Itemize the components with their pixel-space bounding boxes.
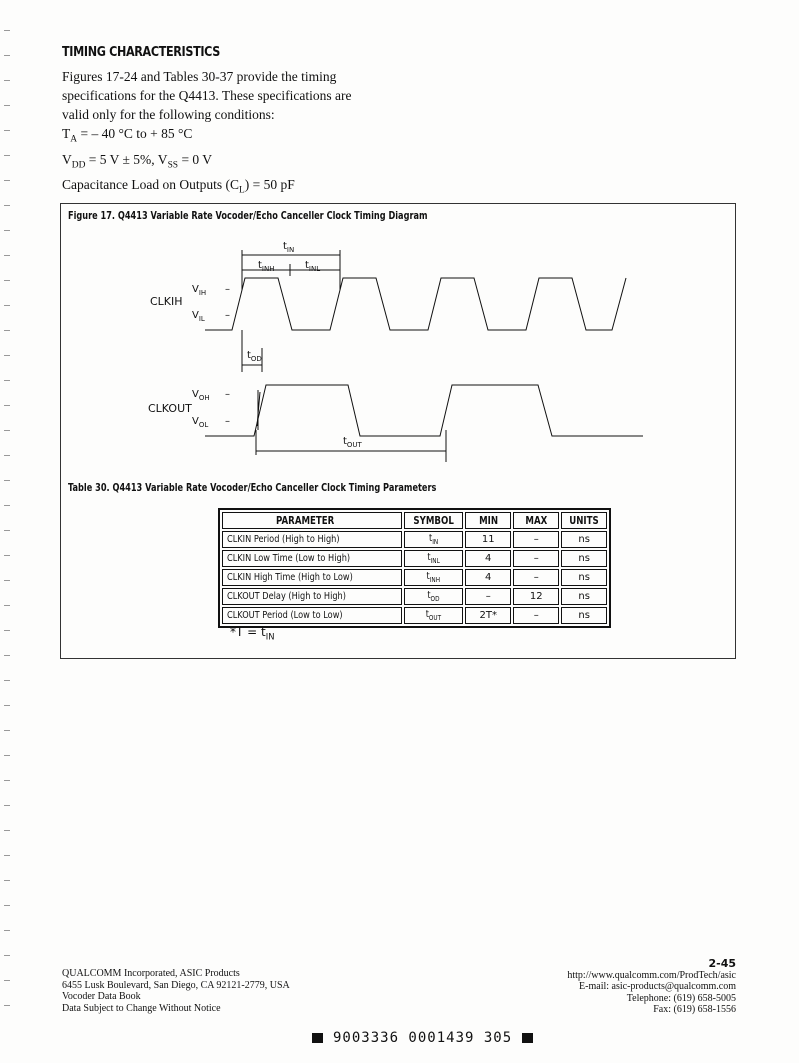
clkout-waveform <box>205 385 643 436</box>
cell-min: 4 <box>465 569 511 586</box>
intro-line: valid only for the following conditions: <box>62 107 275 122</box>
table-row <box>222 588 607 605</box>
footer-line: 6455 Lusk Boulevard, San Diego, CA 92121-2779, USA <box>62 979 290 991</box>
barcode-number: 9003336 0001439 305 <box>333 1030 513 1046</box>
table-row <box>222 550 607 567</box>
header-parameter: PARAMETER <box>222 512 402 529</box>
intro-line: Figures 17-24 and Tables 30-37 provide the timing <box>62 69 337 84</box>
clkih-waveform <box>205 278 626 330</box>
cell-units: ns <box>561 569 607 586</box>
cell-units: ns <box>561 607 607 624</box>
tod-label: $t_{OD}$ <box>247 350 262 363</box>
table-footnote: $*T = t_{IN}$ <box>230 625 275 642</box>
barcode-block-icon <box>522 1033 533 1043</box>
cell-units: ns <box>561 531 607 548</box>
timing-parameters-table <box>218 508 611 628</box>
vol-label: $V_{OL}$ <box>192 416 209 429</box>
cell-symbol: $t_{OUT}$ <box>404 607 463 624</box>
condition-temperature: $T_A$ = – 40 °C to + 85 °C <box>62 126 193 145</box>
cell-max: – <box>513 550 559 567</box>
cell-max: – <box>513 569 559 586</box>
cell-min: 2T* <box>465 607 511 624</box>
condition-voltage: $V_{DD} = 5$ V ± 5%, $V_{SS} = 0$ V <box>62 151 213 171</box>
cell-symbol: $t_{INL}$ <box>404 550 463 567</box>
cell-max: – <box>513 531 559 548</box>
cell-parameter: CLKOUT Delay (High to High) <box>222 588 402 605</box>
header-min: MIN <box>465 512 511 529</box>
cell-parameter: CLKIN Low Time (Low to High) <box>222 550 402 567</box>
header-max: MAX <box>513 512 559 529</box>
footer-website-link[interactable]: http://www.qualcomm.com/ProdTech/asic <box>567 969 736 981</box>
cell-max: 12 <box>513 588 559 605</box>
cell-symbol: $t_{INH}$ <box>404 569 463 586</box>
footer-company-info <box>62 968 290 1014</box>
footer-contact-info <box>567 958 736 1016</box>
footer-line: Vocoder Data Book <box>62 991 141 1002</box>
footer-email-link[interactable]: E-mail: asic-products@qualcomm.com <box>579 981 736 992</box>
voh-label: $V_{OH}$ <box>192 389 210 402</box>
tout-label: $t_{OUT}$ <box>343 436 362 449</box>
page-number: 2-45 <box>708 957 736 970</box>
barcode-strip <box>312 1030 533 1046</box>
vol-tick: – <box>225 416 230 427</box>
cell-symbol: $t_{IN}$ <box>404 531 463 548</box>
cell-min: 11 <box>465 531 511 548</box>
condition-capacitance: Capacitance Load on Outputs $(C_L) = 50$ pF <box>62 177 295 197</box>
barcode-block-icon <box>312 1033 323 1043</box>
header-units: UNITS <box>561 512 607 529</box>
tinh-label: $t_{INH}$ <box>258 260 275 273</box>
tin-label: $t_{IN}$ <box>283 241 295 254</box>
footer-line: QUALCOMM Incorporated, ASIC Products <box>62 968 240 979</box>
clkout-label: CLKOUT <box>148 402 192 415</box>
cell-min: 4 <box>465 550 511 567</box>
voh-tick: – <box>225 389 230 400</box>
cell-parameter: CLKIN Period (High to High) <box>222 531 402 548</box>
vih-label: $V_{IH}$ <box>192 284 207 297</box>
cell-units: ns <box>561 588 607 605</box>
footer-telephone: Telephone: (619) 658-5005 <box>626 992 736 1004</box>
intro-line: specifications for the Q4413. These specifications are <box>62 88 352 103</box>
cell-parameter: CLKIN High Time (High to Low) <box>222 569 402 586</box>
table-row <box>222 531 607 548</box>
table-header-row <box>222 512 607 529</box>
tinl-label: $t_{INL}$ <box>305 260 321 273</box>
cell-units: ns <box>561 550 607 567</box>
footer-fax: Fax: (619) 658-1556 <box>653 1004 736 1015</box>
cell-parameter: CLKOUT Period (Low to Low) <box>222 607 402 624</box>
table-row <box>222 607 607 624</box>
table-row <box>222 569 607 586</box>
clkih-label: CLKIH <box>150 295 183 308</box>
footer-line: Data Subject to Change Without Notice <box>62 1002 221 1014</box>
vil-tick: – <box>225 310 230 321</box>
cell-symbol: $t_{OD}$ <box>404 588 463 605</box>
section-heading: TIMING CHARACTERISTICS <box>62 45 220 60</box>
cell-max: – <box>513 607 559 624</box>
figure-caption: Figure 17. Q4413 Variable Rate Vocoder/Echo Canceller Clock Timing Diagram <box>68 210 428 222</box>
cell-min: – <box>465 588 511 605</box>
vih-tick: – <box>225 284 230 295</box>
header-symbol: SYMBOL <box>404 512 463 529</box>
table-caption: Table 30. Q4413 Variable Rate Vocoder/Echo Canceller Clock Timing Parameters <box>68 482 437 494</box>
vil-label: $V_{IL}$ <box>192 310 205 323</box>
